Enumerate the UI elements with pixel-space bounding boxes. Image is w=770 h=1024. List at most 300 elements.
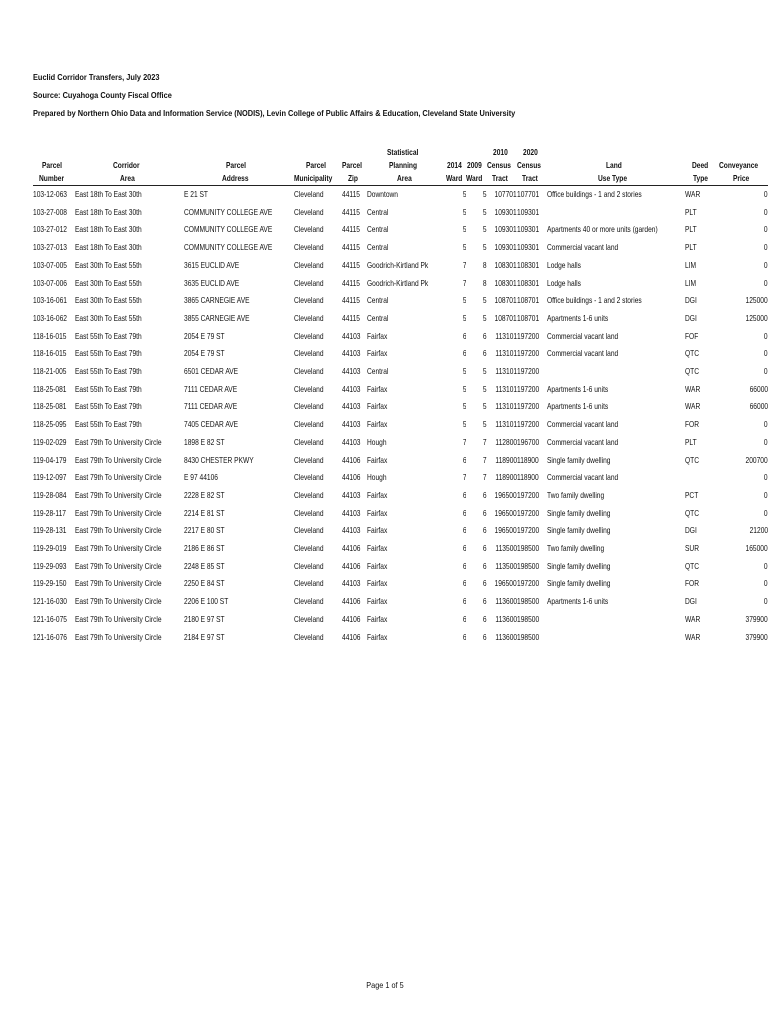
cell-tract2020	[517, 487, 547, 505]
cell-ward2014	[446, 310, 466, 328]
cell-value: 103-12-063	[33, 189, 67, 199]
cell-value: 196500	[494, 525, 517, 536]
cell-tract2010	[487, 239, 517, 257]
column-header-label: Statistical	[386, 147, 419, 157]
cell-value: 44103	[341, 348, 361, 359]
cell-value: 197200	[516, 507, 539, 518]
cell-ward2014	[446, 381, 466, 399]
cell-corridor	[75, 239, 183, 257]
cell-tract2010	[487, 629, 517, 647]
cell-muni	[294, 398, 342, 416]
cell-value: 7405 CEDAR AVE	[183, 419, 238, 430]
cell-value: 6	[462, 348, 467, 359]
cell-muni	[294, 363, 342, 381]
cell-ward2014	[446, 452, 466, 470]
cell-address	[184, 275, 294, 293]
cell-value: 5	[462, 189, 467, 199]
cell-ward2009	[466, 416, 486, 434]
cell-ward2014	[446, 434, 466, 452]
cell-value: 113101	[495, 401, 517, 412]
cell-ward2009	[466, 381, 486, 399]
cell-zip	[342, 221, 367, 239]
cell-muni	[294, 416, 342, 434]
cell-value: Cleveland	[294, 472, 324, 483]
cell-corridor	[75, 275, 183, 293]
cell-tract2020	[517, 363, 547, 381]
cell-tract2010	[487, 487, 517, 505]
cell-tract2010	[487, 522, 517, 540]
cell-value: 0	[764, 419, 769, 430]
column-header-label: Address	[222, 173, 249, 183]
cell-value: COMMUNITY COLLEGE AVE	[183, 206, 272, 217]
cell-value: FOR	[685, 578, 700, 589]
cell-value: 119-04-179	[33, 454, 67, 465]
cell-value: Hough	[366, 436, 387, 447]
cell-value: 119-12-097	[33, 472, 67, 483]
cell-muni	[294, 593, 342, 611]
cell-value: 3865 CARNEGIE AVE	[183, 295, 250, 306]
cell-value: 103-07-005	[33, 259, 67, 270]
cell-value: East 30th To East 55th	[75, 259, 143, 270]
table-row	[33, 434, 768, 452]
cell-value: 119-28-117	[33, 507, 66, 518]
cell-value: 44103	[341, 330, 361, 341]
cell-parcel	[33, 275, 75, 293]
cell-muni	[294, 345, 342, 363]
cell-tract2020	[517, 416, 547, 434]
table-row	[33, 558, 768, 576]
cell-planning	[367, 257, 446, 275]
cell-ward2014	[446, 593, 466, 611]
cell-landuse	[547, 452, 685, 470]
cell-corridor	[75, 505, 183, 523]
cell-value: 196500	[494, 507, 517, 518]
cell-tract2010	[487, 398, 517, 416]
column-header-ward2014	[446, 159, 466, 172]
cell-tract2020	[517, 575, 547, 593]
cell-muni	[294, 257, 342, 275]
cell-ward2009	[466, 452, 486, 470]
header-row-3	[33, 172, 768, 186]
cell-value: 44115	[341, 189, 360, 199]
cell-parcel	[33, 239, 75, 257]
cell-tract2010	[487, 345, 517, 363]
cell-value: Central	[366, 242, 389, 253]
column-header-label: Parcel	[226, 160, 247, 170]
cell-value: Fairfax	[366, 383, 388, 394]
cell-price	[719, 363, 768, 381]
cell-value: 118900	[495, 454, 517, 465]
cell-value: 113500	[495, 560, 517, 571]
cell-value: 7111 CEDAR AVE	[183, 401, 237, 412]
cell-value: 2250 E 84 ST	[183, 578, 225, 589]
cell-value: SUR	[685, 543, 700, 554]
cell-value: East 18th To East 30th	[75, 206, 143, 217]
cell-value: 103-07-006	[33, 277, 67, 288]
cell-value: 8430 CHESTER PKWY	[183, 454, 254, 465]
column-header-zip	[342, 172, 367, 186]
cell-corridor	[75, 469, 183, 487]
cell-value: 196500	[494, 578, 517, 589]
cell-zip	[342, 505, 367, 523]
page-number: Page 1 of 5	[366, 980, 404, 990]
cell-landuse	[547, 611, 685, 629]
cell-ward2014	[446, 505, 466, 523]
cell-value: 125000	[745, 295, 769, 306]
column-header-label: Municipality	[294, 173, 333, 183]
cell-value: 113600	[495, 631, 517, 642]
cell-address	[184, 505, 294, 523]
cell-value: DGI	[685, 312, 697, 323]
cell-value: 44115	[341, 277, 360, 288]
cell-value: 6	[483, 613, 487, 624]
cell-value: 113600	[495, 613, 517, 624]
cell-value: 2184 E 97 ST	[183, 631, 225, 642]
report-source: Source: Cuyahoga County Fiscal Office	[33, 90, 172, 100]
cell-value: Single family dwelling	[546, 560, 611, 571]
cell-muni	[294, 540, 342, 558]
column-header-landuse	[547, 146, 685, 159]
cell-deed	[685, 575, 719, 593]
cell-muni	[294, 328, 342, 346]
table-row	[33, 522, 768, 540]
cell-ward2009	[466, 204, 486, 222]
cell-value: 379900	[745, 631, 769, 642]
cell-value: 2248 E 85 ST	[183, 560, 225, 571]
cell-muni	[294, 452, 342, 470]
cell-ward2014	[446, 328, 466, 346]
cell-price	[719, 487, 768, 505]
cell-value: 6	[483, 348, 487, 359]
cell-muni	[294, 221, 342, 239]
cell-value: 0	[764, 578, 769, 589]
cell-zip	[342, 292, 367, 310]
cell-value: 7	[462, 472, 467, 483]
cell-address	[184, 487, 294, 505]
cell-value: 109301	[494, 206, 517, 217]
cell-value: 112800	[495, 436, 517, 447]
cell-price	[719, 275, 768, 293]
cell-value: 0	[764, 489, 769, 500]
cell-deed	[685, 540, 719, 558]
table-row	[33, 629, 768, 647]
cell-value: Cleveland	[294, 348, 324, 359]
cell-value: 44115	[341, 206, 360, 217]
cell-value: 108701	[494, 312, 517, 323]
cell-deed	[685, 629, 719, 647]
cell-value: 7	[483, 454, 487, 465]
column-header-label: 2010	[492, 147, 508, 157]
cell-deed	[685, 416, 719, 434]
cell-value: 118-16-015	[33, 330, 67, 341]
column-header-zip	[342, 146, 367, 159]
cell-planning	[367, 452, 446, 470]
cell-value: 103-27-008	[33, 206, 67, 217]
cell-value: Cleveland	[294, 366, 324, 377]
table-row	[33, 575, 768, 593]
cell-value: Fairfax	[366, 419, 388, 430]
cell-muni	[294, 629, 342, 647]
cell-tract2020	[517, 221, 547, 239]
cell-value: East 30th To East 55th	[75, 312, 143, 323]
cell-corridor	[75, 434, 183, 452]
cell-deed	[685, 275, 719, 293]
cell-tract2020	[517, 611, 547, 629]
cell-value: 0	[764, 224, 769, 235]
cell-value: 6	[462, 507, 467, 518]
cell-address	[184, 221, 294, 239]
cell-value: 109301	[516, 206, 539, 217]
column-header-address	[184, 159, 294, 172]
cell-tract2020	[517, 292, 547, 310]
cell-ward2014	[446, 345, 466, 363]
cell-parcel	[33, 257, 75, 275]
cell-value: 119-28-084	[33, 489, 67, 500]
cell-value: Office buildings - 1 and 2 stories	[546, 295, 642, 306]
cell-value: 197200	[516, 401, 539, 412]
cell-parcel	[33, 381, 75, 399]
cell-deed	[685, 345, 719, 363]
cell-price	[719, 292, 768, 310]
cell-tract2010	[487, 593, 517, 611]
cell-deed	[685, 558, 719, 576]
cell-value: 119-02-029	[33, 436, 67, 447]
cell-muni	[294, 611, 342, 629]
cell-ward2009	[466, 186, 486, 204]
cell-ward2014	[446, 275, 466, 293]
cell-tract2020	[517, 434, 547, 452]
cell-value: Goodrich-Kirtland Pk	[366, 277, 429, 288]
cell-parcel	[33, 186, 75, 204]
cell-price	[719, 416, 768, 434]
cell-value: Cleveland	[294, 189, 324, 199]
cell-value: 2228 E 82 ST	[183, 489, 225, 500]
cell-landuse	[547, 345, 685, 363]
cell-deed	[685, 487, 719, 505]
cell-value: Cleveland	[294, 560, 324, 571]
column-header-tract2020	[517, 146, 547, 159]
cell-value: East 55th To East 79th	[75, 348, 143, 359]
cell-zip	[342, 452, 367, 470]
cell-price	[719, 505, 768, 523]
table-row	[33, 239, 768, 257]
cell-parcel	[33, 575, 75, 593]
cell-ward2009	[466, 487, 486, 505]
cell-deed	[685, 381, 719, 399]
cell-value: 44106	[341, 596, 361, 607]
cell-zip	[342, 593, 367, 611]
cell-value: 107701	[516, 189, 539, 199]
cell-value: Fairfax	[366, 401, 388, 412]
cell-value: 44103	[341, 383, 361, 394]
cell-parcel	[33, 345, 75, 363]
cell-tract2010	[487, 186, 517, 204]
cell-value: 108701	[516, 295, 539, 306]
cell-parcel	[33, 221, 75, 239]
cell-address	[184, 434, 294, 452]
cell-value: 3635 EUCLID AVE	[183, 277, 239, 288]
table-row	[33, 381, 768, 399]
column-header-price	[719, 172, 768, 186]
cell-value: Cleveland	[294, 224, 324, 235]
cell-value: Fairfax	[366, 560, 388, 571]
cell-price	[719, 204, 768, 222]
cell-value: QTC	[685, 454, 700, 465]
cell-tract2010	[487, 575, 517, 593]
cell-value: 5	[462, 419, 467, 430]
cell-parcel	[33, 292, 75, 310]
cell-value: 44106	[341, 631, 361, 642]
cell-tract2010	[487, 381, 517, 399]
cell-value: Downtown	[366, 189, 398, 199]
cell-corridor	[75, 292, 183, 310]
cell-value: 119-29-019	[33, 543, 67, 554]
cell-tract2020	[517, 345, 547, 363]
cell-value: 198500	[516, 631, 539, 642]
cell-value: 113101	[495, 330, 517, 341]
cell-value: 196500	[494, 489, 517, 500]
cell-value: 0	[764, 330, 769, 341]
cell-landuse	[547, 328, 685, 346]
cell-value: 108301	[516, 259, 539, 270]
cell-value: Cleveland	[294, 436, 324, 447]
cell-ward2009	[466, 505, 486, 523]
column-header-label: 2009	[467, 160, 483, 170]
cell-address	[184, 363, 294, 381]
report-title: Euclid Corridor Transfers, July 2023	[33, 72, 160, 82]
cell-value: WAR	[685, 383, 701, 394]
cell-price	[719, 558, 768, 576]
cell-value: Single family dwelling	[546, 454, 611, 465]
cell-landuse	[547, 398, 685, 416]
cell-parcel	[33, 522, 75, 540]
cell-ward2014	[446, 540, 466, 558]
cell-price	[719, 221, 768, 239]
cell-address	[184, 381, 294, 399]
cell-tract2020	[517, 452, 547, 470]
column-header-zip	[342, 159, 367, 172]
cell-value: 5	[483, 383, 487, 394]
cell-value: WAR	[685, 401, 701, 412]
cell-value: Cleveland	[294, 383, 324, 394]
cell-price	[719, 522, 768, 540]
column-header-label: Number	[38, 173, 64, 183]
cell-value: 2180 E 97 ST	[183, 613, 225, 624]
cell-value: Apartments 40 or more units (garden)	[546, 224, 658, 235]
cell-corridor	[75, 381, 183, 399]
cell-value: 118900	[516, 454, 539, 465]
cell-value: 3615 EUCLID AVE	[183, 259, 239, 270]
column-header-muni	[294, 146, 342, 159]
cell-value: 197200	[516, 366, 539, 377]
cell-value: Goodrich-Kirtland Pk	[366, 259, 429, 270]
cell-deed	[685, 469, 719, 487]
cell-value: Cleveland	[294, 613, 324, 624]
cell-ward2014	[446, 416, 466, 434]
cell-tract2020	[517, 275, 547, 293]
cell-value: Central	[366, 312, 389, 323]
cell-value: 5	[483, 295, 487, 306]
cell-tract2010	[487, 505, 517, 523]
cell-address	[184, 310, 294, 328]
cell-planning	[367, 434, 446, 452]
cell-value: 44103	[341, 419, 361, 430]
cell-planning	[367, 221, 446, 239]
cell-value: 6	[462, 613, 467, 624]
column-header-label: Deed	[692, 160, 709, 170]
column-header-deed	[685, 146, 719, 159]
cell-zip	[342, 275, 367, 293]
cell-value: Cleveland	[294, 330, 324, 341]
cell-value: East 30th To East 55th	[75, 277, 143, 288]
cell-value: 2214 E 81 ST	[183, 507, 225, 518]
cell-value: 0	[764, 507, 769, 518]
cell-value: 44115	[341, 295, 360, 306]
table-row	[33, 221, 768, 239]
cell-value: Commercial vacant land	[546, 330, 619, 341]
cell-ward2014	[446, 487, 466, 505]
cell-address	[184, 257, 294, 275]
cell-value: 6	[483, 489, 487, 500]
cell-value: 44115	[341, 224, 360, 235]
cell-value: 113101	[495, 366, 517, 377]
cell-muni	[294, 487, 342, 505]
cell-value: 121-16-075	[33, 613, 67, 624]
column-header-price	[719, 146, 768, 159]
cell-value: 379900	[745, 613, 769, 624]
cell-value: 44103	[341, 489, 361, 500]
cell-value: Cleveland	[294, 242, 324, 253]
cell-value: 113500	[495, 543, 517, 554]
table-row	[33, 345, 768, 363]
cell-price	[719, 611, 768, 629]
cell-value: 119-28-131	[33, 525, 67, 536]
cell-corridor	[75, 310, 183, 328]
cell-value: East 79th To University Circle	[75, 560, 163, 571]
cell-value: Cleveland	[294, 454, 324, 465]
cell-value: COMMUNITY COLLEGE AVE	[183, 242, 272, 253]
cell-ward2014	[446, 204, 466, 222]
cell-value: 2186 E 86 ST	[183, 543, 225, 554]
cell-value: 21200	[749, 525, 769, 536]
cell-ward2009	[466, 540, 486, 558]
cell-planning	[367, 275, 446, 293]
cell-value: 5	[462, 366, 467, 377]
cell-ward2014	[446, 292, 466, 310]
cell-zip	[342, 204, 367, 222]
cell-value: 198500	[516, 560, 539, 571]
cell-ward2009	[466, 328, 486, 346]
cell-value: 109301	[494, 224, 517, 235]
cell-corridor	[75, 186, 183, 204]
column-header-landuse	[547, 172, 685, 186]
column-header-corridor	[75, 172, 183, 186]
column-header-deed	[685, 172, 719, 186]
cell-planning	[367, 239, 446, 257]
cell-value: 2054 E 79 ST	[183, 348, 225, 359]
column-header-label: Zip	[348, 173, 359, 183]
cell-value: 66000	[749, 383, 769, 394]
cell-ward2009	[466, 257, 486, 275]
cell-planning	[367, 363, 446, 381]
cell-value: Cleveland	[294, 489, 324, 500]
column-header-deed	[685, 159, 719, 172]
cell-value: 118-25-095	[33, 419, 67, 430]
cell-value: 118-16-015	[33, 348, 67, 359]
cell-value: 113101	[495, 419, 517, 430]
cell-value: Commercial vacant land	[546, 472, 619, 483]
cell-zip	[342, 522, 367, 540]
